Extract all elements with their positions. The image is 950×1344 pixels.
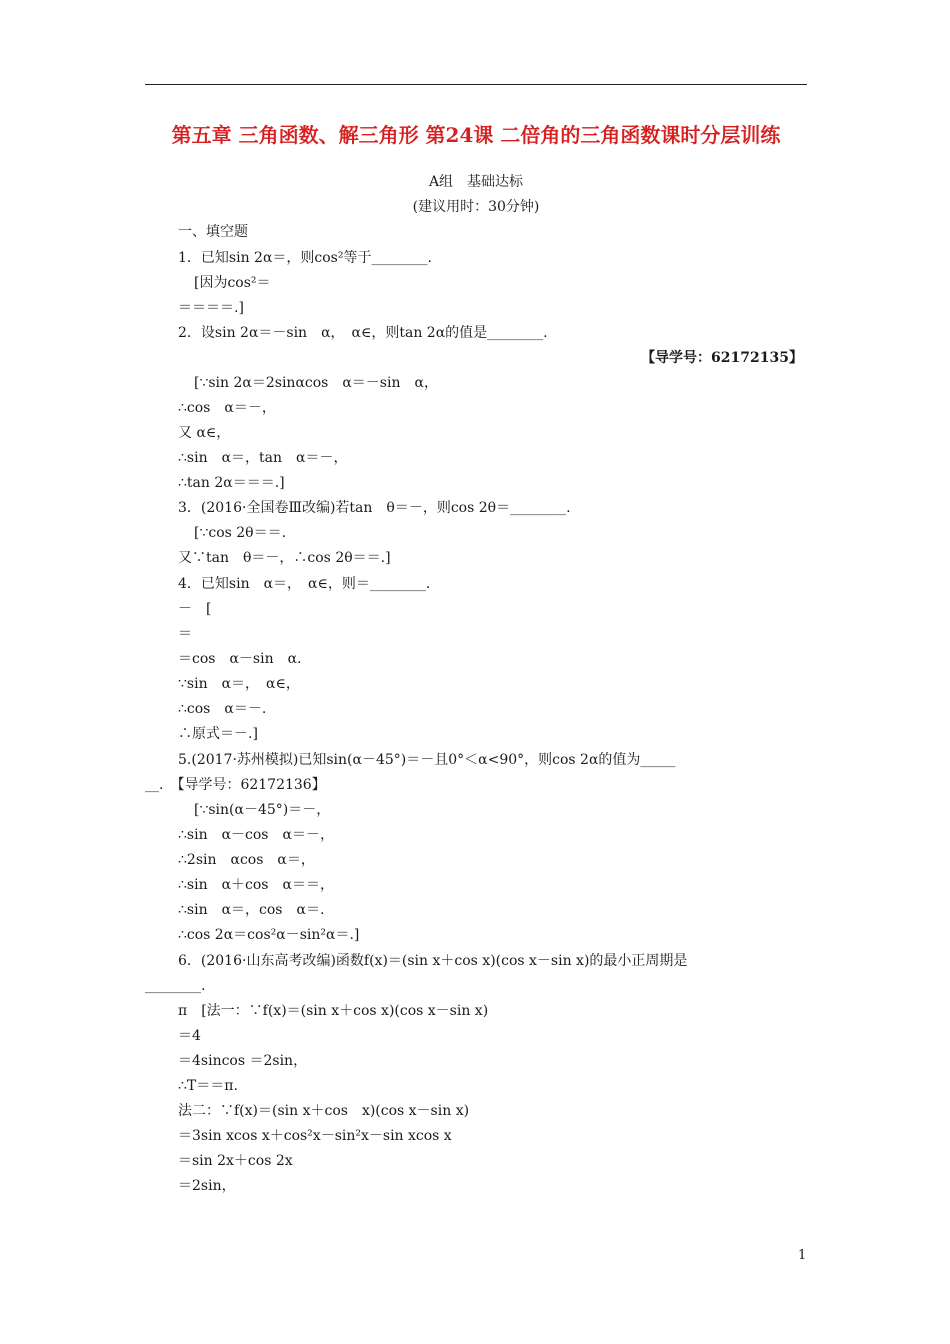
guide-number-note: 【导学号：62172135】: [641, 350, 803, 366]
solution-line: [∵cos 2θ＝＝.: [194, 525, 287, 541]
solution-line: ∴原式＝－.]: [178, 726, 258, 742]
solution-line: [因为cos²＝: [194, 275, 271, 291]
solution-line: ＝cos α－sin α.: [178, 651, 302, 667]
problem-2-line: 2．设sin 2α＝－sin α， α∈，则tan 2α的值是________.: [178, 325, 548, 341]
solution-line: ∴sin α＝，tan α＝－，: [178, 450, 348, 466]
solution-line: ∴cos 2α＝cos²α－sin²α＝.]: [178, 927, 360, 943]
problem-4-line: 4．已知sin α＝， α∈，则＝________.: [178, 576, 431, 592]
solution-line: ∴2sin αcos α＝，: [178, 852, 315, 868]
problem-5-line: 5.(2017·苏州模拟)已知sin(α－45°)＝－且0°＜α<90°，则cos 2α的值为_____: [178, 752, 676, 768]
solution-line: [∵sin(α－45°)＝－，: [194, 802, 331, 818]
solution-line: ＝2sin，: [178, 1178, 236, 1194]
solution-line: ＝4sincos ＝2sin，: [178, 1053, 308, 1069]
solution-line: 又 α∈，: [178, 425, 231, 441]
time-hint: (建议用时：30分钟): [412, 199, 540, 215]
solution-line: ＝＝＝＝.]: [178, 300, 244, 316]
solution-line: ＝sin 2x＋cos 2x: [178, 1153, 293, 1169]
section-heading: 一、填空题: [178, 224, 248, 240]
problem-6-line-continued: ________.: [145, 978, 206, 994]
solution-line: ∴cos α＝－，: [178, 400, 276, 416]
solution-line: [∵sin 2α＝2sinαcos α＝－sin α，: [194, 375, 438, 391]
solution-line: ∵sin α＝， α∈，: [178, 676, 300, 692]
problem-1-line: 1．已知sin 2α＝，则cos²等于________.: [178, 250, 432, 266]
group-heading: A组 基础达标: [428, 174, 524, 190]
answer-line: － [: [178, 601, 212, 617]
page-number: 1: [798, 1248, 807, 1263]
solution-line: ＝: [178, 626, 192, 642]
solution-line: ＝4: [178, 1028, 201, 1044]
problem-3-line: 3．(2016·全国卷Ⅲ改编)若tan θ＝－，则cos 2θ＝________.: [178, 500, 571, 516]
solution-line: ＝3sin xcos x＋cos²x－sin²x－sin xcos x: [178, 1128, 452, 1144]
solution-line: ∴sin α＋cos α＝＝，: [178, 877, 334, 893]
document-title: 第五章 三角函数、解三角形 第24课 二倍角的三角函数课时分层训练: [171, 123, 781, 147]
solution-line: ∴T＝＝π.: [178, 1078, 238, 1094]
solution-line: ∴cos α＝－.: [178, 701, 267, 717]
solution-line: ∴sin α－cos α＝－，: [178, 827, 334, 843]
header-rule: [145, 84, 807, 85]
problem-6-line: 6．(2016·山东高考改编)函数f(x)＝(sin x＋cos x)(cos x－sin x)的最小正周期是: [178, 953, 688, 969]
answer-line: π [法一：∵f(x)＝(sin x＋cos x)(cos x－sin x): [178, 1003, 489, 1019]
problem-5-line-continued: __. 【导学号：62172136】: [145, 777, 326, 793]
solution-line: ∴sin α＝，cos α＝.: [178, 902, 325, 918]
solution-line: 法二：∵f(x)＝(sin x＋cos x)(cos x－sin x): [178, 1103, 470, 1119]
solution-line: ∴tan 2α＝＝＝.]: [178, 475, 285, 491]
solution-line: 又∵tan θ＝－，∴cos 2θ＝＝.]: [178, 550, 391, 566]
